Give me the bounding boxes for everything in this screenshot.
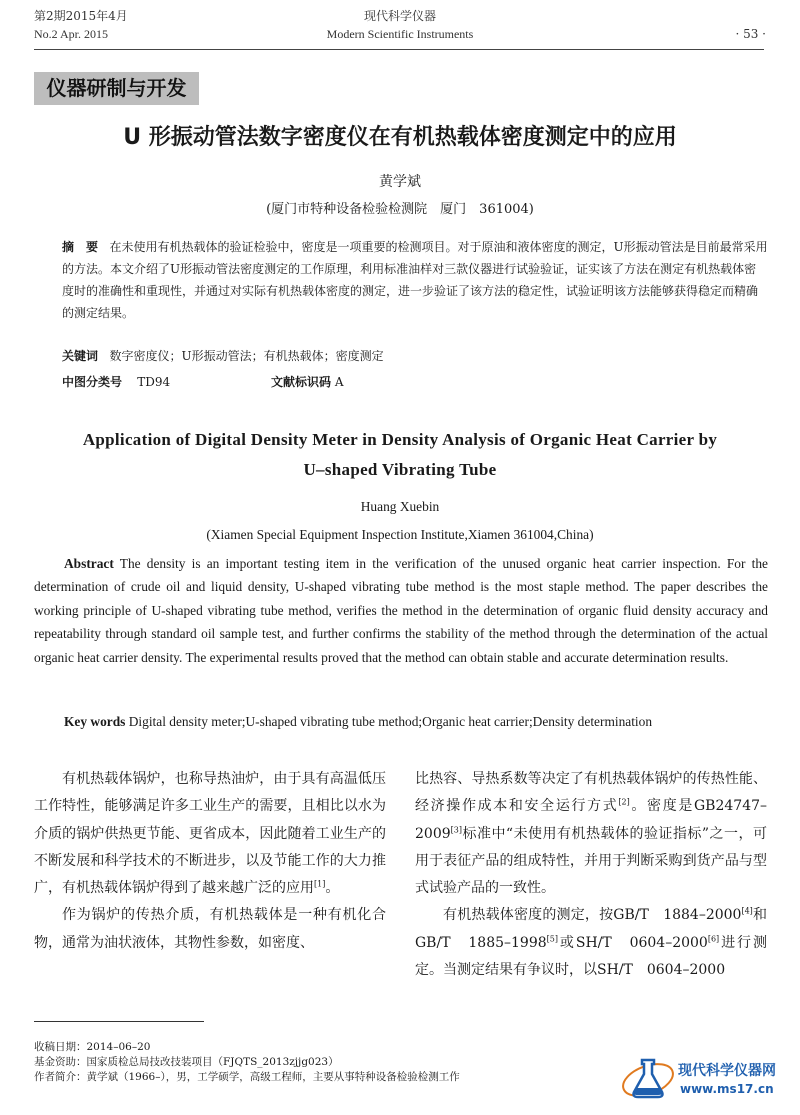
journal-name-en: Modern Scientific Instruments xyxy=(326,27,474,41)
affiliation-en: (Xiamen Special Equipment Inspection Institute,Xiamen 361004,China) xyxy=(206,527,594,542)
flask-icon xyxy=(620,1050,680,1105)
document-code xyxy=(271,372,571,392)
body-paragraph: 作为锅炉的传热介质，有机热载体是一种有机化合物，通常为油状液体，其物性参数，如密度、 xyxy=(34,907,386,951)
title-en-line2: U–shaped Vibrating Tube xyxy=(303,460,497,479)
body-paragraph xyxy=(415,766,767,902)
page-number: · 53 · xyxy=(735,27,766,41)
keywords-en-text: Digital density meter;U-shaped vibrating tube method;Organic heat carrier;Density determination xyxy=(128,714,653,729)
citation-ref: [2] xyxy=(618,797,630,807)
classification-value: TD94 xyxy=(137,375,171,389)
body-text: 有机热载体锅炉，也称导热油炉，由于具有高温低压工作特性，能够满足许多工业生产的需要，且相比以水为介质的锅炉供热更节能、更省成本，因此随着工业生产的不断发展和科学技术的不断进步，以及节能工作的大力推广，有机热载体锅炉得到了越来越广泛的应用 xyxy=(34,771,386,897)
keywords-cn-text: 数字密度仪；U形振动管法；有机热载体；密度测定 xyxy=(109,349,384,363)
title-cn: U 形振动管法数字密度仪在有机热载体密度测定中的应用 xyxy=(123,125,677,150)
keywords-en xyxy=(64,712,768,732)
citation-ref: [1] xyxy=(314,879,326,889)
footnotes xyxy=(34,1040,594,1085)
abstract-cn-text: 在未使用有机热载体的验证检验中，密度是一项重要的检测项目。对于原油和液体密度的测定，U形振动管法是目前最常采用的方法。本文介绍了U形振动管法密度测定的工作原理，利用标准油样对三款仪器进行试验验证，证实该了方法在测定有机热载体密度时的准确性和重现性，并通过对实际有机热载体密度的测定，进一步验证了该方法的稳定性，试验证明该方法能够获得稳定而精确的测定结果。 xyxy=(62,240,768,320)
body-text: 。 xyxy=(325,880,340,897)
affiliation-cn: (厦门市特种设备检验检测院 厦门 361004) xyxy=(266,202,534,217)
watermark-name: 现代科学仪器网 xyxy=(678,1063,776,1079)
watermark-url: www.ms17.cn xyxy=(680,1082,774,1096)
section-tag: 仪器研制与开发 xyxy=(34,72,199,105)
body-text: 或SH/T 0604–2000 xyxy=(558,934,708,951)
keywords-cn xyxy=(62,346,762,366)
journal-issue-cn: 第2期2015年4月 xyxy=(34,9,128,23)
body-text: 进行测定。当测定结果有争议时，以SH/T 0604–2000 xyxy=(415,934,767,979)
document-code-value: A xyxy=(334,375,344,389)
keywords-en-label: Key words xyxy=(64,714,126,729)
body-text: 有机热载体密度的测定，按GB/T 1884–2000 xyxy=(443,907,742,924)
citation-ref: [6] xyxy=(707,934,720,944)
author-cn: 黄学斌 xyxy=(379,174,421,190)
citation-ref: [3] xyxy=(450,824,462,834)
title-en-line1: Application of Digital Density Meter in Density Analysis of Organic Heat Carrier by xyxy=(82,430,718,449)
footnote-rule xyxy=(34,1021,204,1022)
citation-ref: [5] xyxy=(546,934,558,944)
footnote-received: 收稿日期：2014–06–20 xyxy=(34,1041,151,1053)
body-paragraph xyxy=(415,902,767,984)
abstract-en-text: The density is an important testing item in the verification of the unused organic heat carrier inspection. For the determination of crude oil and liquid density, U-shaped vibrating tube method is the most staple method. The paper describes the working principle of U-shaped vibrating tube method, verifies the method in the determination of organic fluid density accuracy and repeatability through standard oil sample test, and further confirms the stability of the method through the determination of the actual organic heat carrier density. The experimental results proved that the method can obtain stable and accurate determination results. xyxy=(34,556,769,665)
body-column-left xyxy=(34,766,386,957)
header-rule xyxy=(34,49,764,50)
abstract-cn-label: 摘 要 xyxy=(62,240,99,254)
body-text: 比热容、导热系数等决定了有机热载体锅炉的传热性能、经济操作成本和安全运行方式 xyxy=(415,771,767,815)
journal-issue-en: No.2 Apr. 2015 xyxy=(34,27,109,41)
footnote-funding: 基金资助：国家质检总局技改技装项目（FJQTS_2013zjjg023） xyxy=(34,1056,339,1068)
citation-ref: [4] xyxy=(741,906,753,916)
abstract-en-label: Abstract xyxy=(64,556,114,571)
site-watermark-logo xyxy=(620,1050,790,1105)
abstract-en xyxy=(34,552,768,669)
body-text: 。密度是GB24747–2009 xyxy=(415,798,768,842)
title-en xyxy=(40,425,760,485)
body-paragraph xyxy=(34,766,386,902)
footnote-author-bio: 作者简介：黄学斌（1966–），男，工学硕学，高级工程师，主要从事特种设备检验检测工作 xyxy=(34,1071,460,1083)
body-column-right xyxy=(415,766,767,984)
classification-label: 中图分类号 xyxy=(62,375,123,389)
journal-name-cn: 现代科学仪器 xyxy=(363,9,436,23)
abstract-cn xyxy=(62,236,768,324)
document-code-label: 文献标识码 xyxy=(271,375,332,389)
body-text: 和GB/T 1885–1998 xyxy=(415,907,767,951)
author-en: Huang Xuebin xyxy=(360,499,440,514)
keywords-cn-label: 关键词 xyxy=(62,349,99,363)
body-text: 标准中“未使用有机热载体的验证指标”之一，可用于表征产品的组成特性，并用于判断采购到货产品与型式试验产品的一致性。 xyxy=(415,825,767,897)
